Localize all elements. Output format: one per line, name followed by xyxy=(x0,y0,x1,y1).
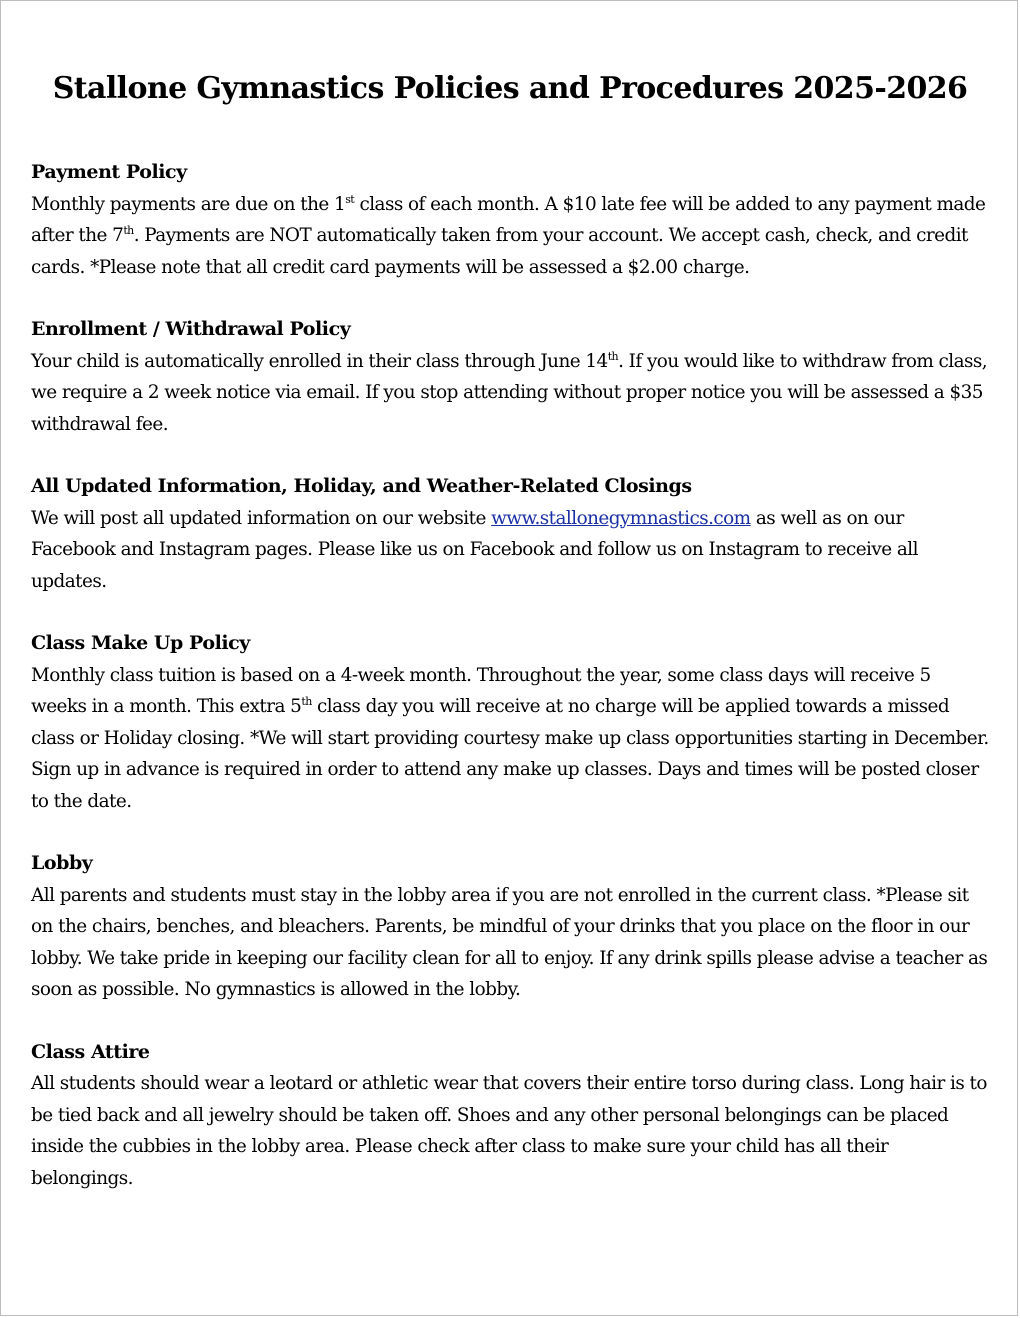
lobby-section xyxy=(31,848,991,1006)
lobby-text: All parents and students must stay in the lobby area if you are not enrolled in the current class. *Please sit on the chairs, benches, and bleachers. Parents, be mindful of your drinks that you place on the floor in our lobby. We take pride in keeping our facility clean for all to enjoy. If any drink spills please advise a teacher as soon as possible. No gymnastics is allowed in the lobby. xyxy=(31,884,988,1000)
payment-policy-text xyxy=(31,189,991,284)
payment-text-part-1: Monthly payments are due on the 1 xyxy=(31,193,346,215)
enrollment-policy-section xyxy=(31,314,991,440)
enrollment-ordinal: th xyxy=(607,349,619,363)
enrollment-policy-text xyxy=(31,346,991,441)
class-attire-section xyxy=(31,1037,991,1195)
enrollment-text-part-2: . If you would like to withdraw from class, we require a 2 week notice via email. If you stop attending without proper notice you will be assessed a $35 withdrawal fee. xyxy=(31,350,988,435)
enrollment-text-part-1: Your child is automatically enrolled in their class through June 14 xyxy=(31,350,608,372)
payment-policy-heading: Payment Policy xyxy=(31,161,187,183)
website-link[interactable]: www.stallonegymnastics.com xyxy=(491,507,751,529)
makeup-policy-text xyxy=(31,660,991,818)
updates-closings-section xyxy=(31,471,991,597)
makeup-text-part-2: class day you will receive at no charge will be applied towards a missed class or Holiday closing. *We will start providing courtesy make up class opportunities starting in December. Sign up in advance is required in order to attend any make up classes. Days and times will be posted closer to the date. xyxy=(31,696,989,812)
payment-ordinal-2: th xyxy=(123,223,134,237)
class-attire-text: All students should wear a leotard or athletic wear that covers their entire torso during class. Long hair is to be tied back and all jewelry should be taken off. Shoes and any other personal belongings can be placed inside the cubbies in the lobby area. Please check after class to make sure your child has all their belongings. xyxy=(31,1073,987,1189)
payment-text-part-2: class of each month. A $10 late fee will be added to any payment made after the 7 xyxy=(31,193,986,246)
updates-closings-heading: All Updated Information, Holiday, and Weather-Related Closings xyxy=(31,475,692,497)
makeup-policy-heading: Class Make Up Policy xyxy=(31,632,250,654)
payment-ordinal-1: st xyxy=(345,192,355,206)
makeup-policy-section xyxy=(31,628,991,817)
updates-text-part-1: We will post all updated information on our website xyxy=(31,507,492,529)
payment-text-part-3: . Payments are NOT automatically taken from your account. We accept cash, check, and credit cards. *Please note that all credit card payments will be assessed a $2.00 charge. xyxy=(31,225,968,278)
updates-text-part-2: as well as on our Facebook and Instagram pages. Please like us on Facebook and follow us on Instagram to receive all updates. xyxy=(31,507,918,592)
makeup-text-part-1: Monthly class tuition is based on a 4-week month. Throughout the year, some class days will receive 5 weeks in a month. This extra 5 xyxy=(31,664,931,717)
updates-closings-text xyxy=(31,503,991,598)
enrollment-policy-heading: Enrollment / Withdrawal Policy xyxy=(31,318,351,340)
lobby-heading: Lobby xyxy=(31,852,93,874)
class-attire-heading: Class Attire xyxy=(31,1040,150,1063)
document-title: Stallone Gymnastics Policies and Procedures 2025-2026 xyxy=(52,71,968,106)
document-body xyxy=(31,157,991,1225)
makeup-ordinal: th xyxy=(301,694,312,708)
payment-policy-section xyxy=(31,157,991,283)
